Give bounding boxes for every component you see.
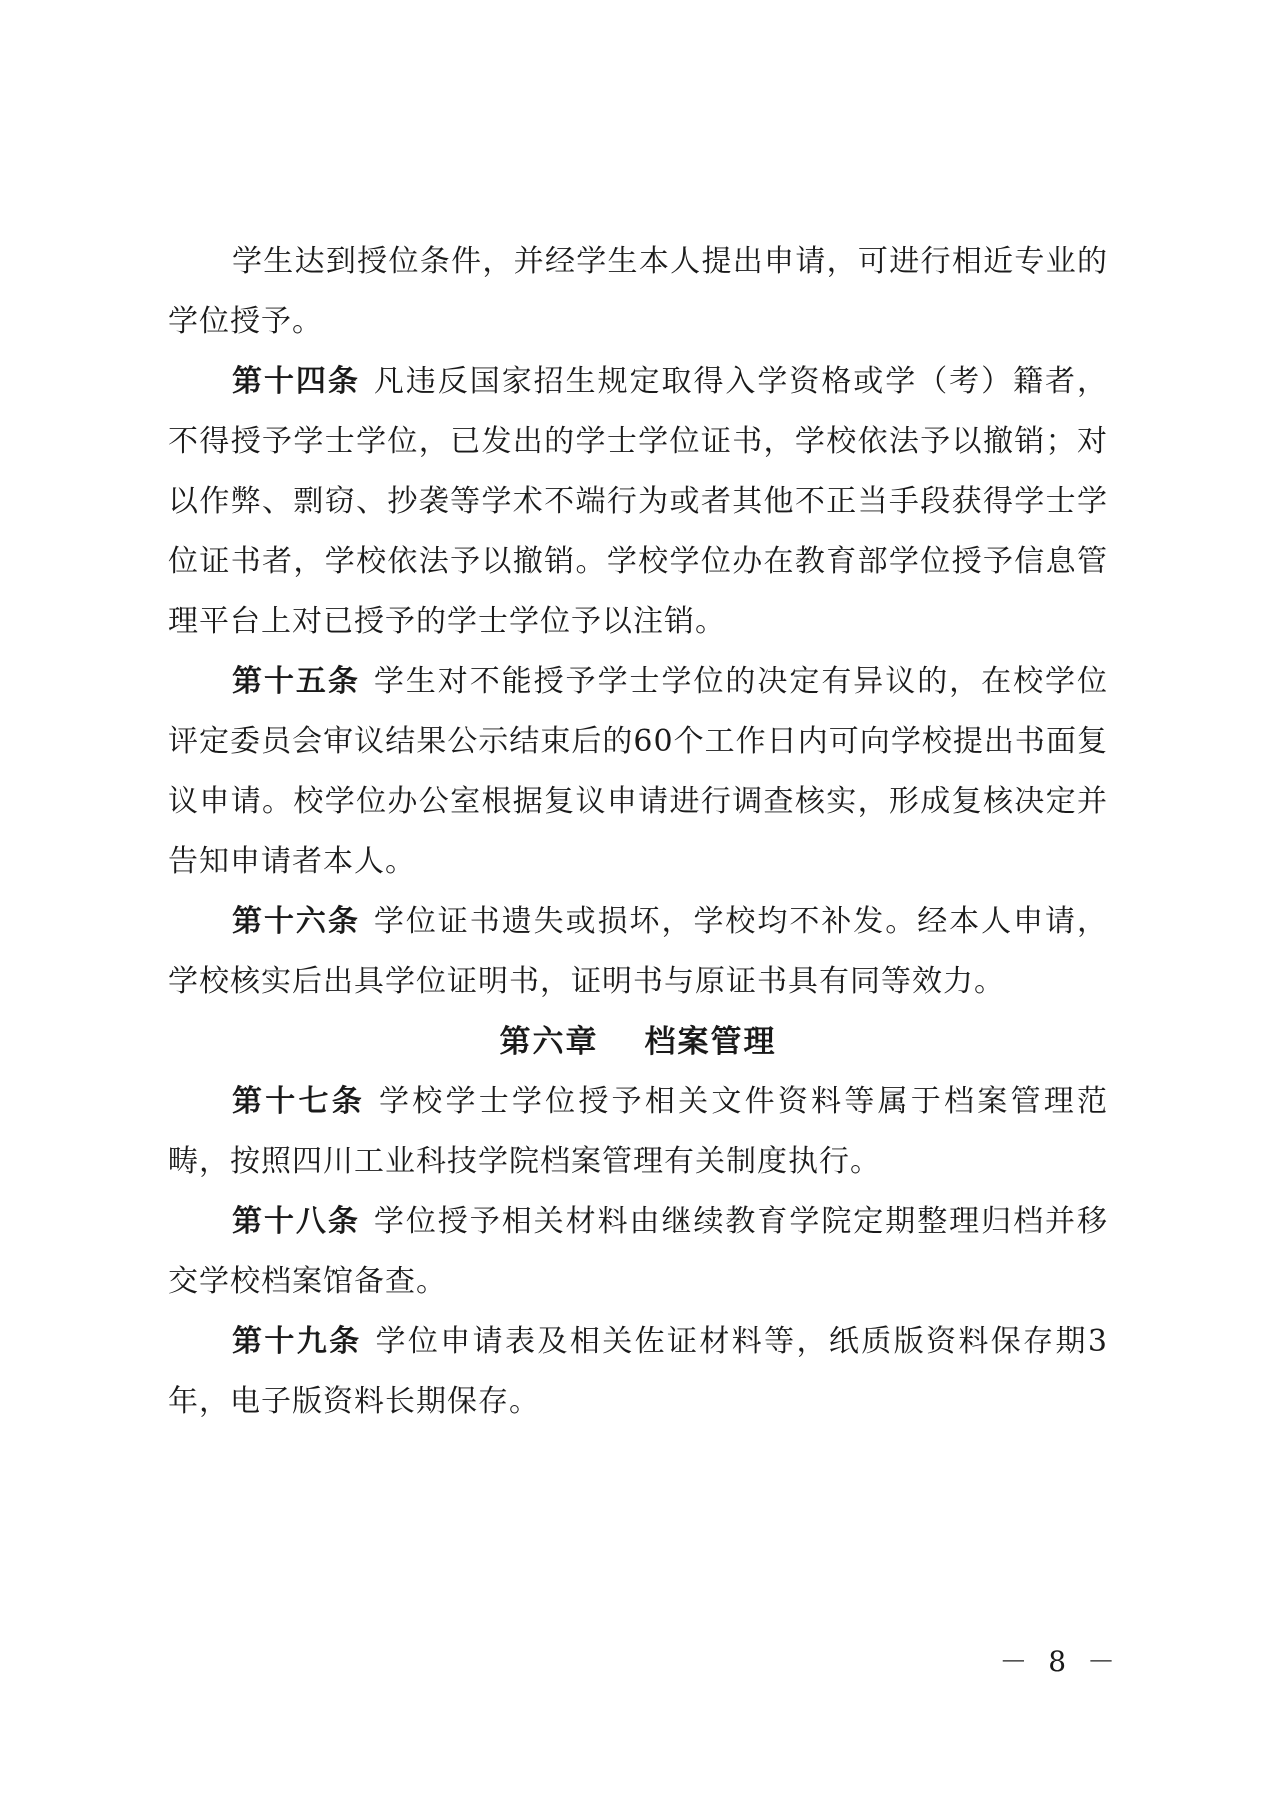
article-16 (168, 892, 1108, 1012)
article-19 (168, 1312, 1108, 1432)
paragraph-degree-conditions (168, 232, 1108, 352)
article-label: 第十五条 (232, 664, 360, 699)
page-number: － 8 － (999, 1645, 1121, 1678)
article-text: 凡违反国家招生规定取得入学资格或学（考）籍者，不得授予学士学位，已发出的学士学位证书，学校依法予以撤销；对以作弊、剽窃、抄袭等学术不端行为或者其他不正当手段获得学士学位证书者，学校依法予以撤销。学校学位办在教育部学位授予信息管理平台上对已授予的学士学位予以注销。 (168, 364, 1109, 639)
article-18 (168, 1192, 1108, 1312)
article-17 (168, 1072, 1108, 1192)
paragraph-text: 学生达到授位条件，并经学生本人提出申请，可进行相近专业的学位授予。 (168, 244, 1108, 339)
article-15 (168, 652, 1108, 892)
article-label: 第十六条 (232, 904, 360, 939)
article-label: 第十四条 (232, 364, 360, 399)
article-text: 学位授予相关材料由继续教育学院定期整理归档并移交学校档案馆备查。 (168, 1204, 1109, 1299)
chapter-number: 第六章 (499, 1024, 599, 1060)
article-text: 学位证书遗失或损坏，学校均不补发。经本人申请，学校核实后出具学位证明书，证明书与原证书具有同等效力。 (168, 904, 1109, 999)
chapter-heading (168, 1012, 1108, 1072)
article-text: 学校学士学位授予相关文件资料等属于档案管理范畴，按照四川工业科技学院档案管理有关制度执行。 (168, 1084, 1109, 1179)
article-label: 第十七条 (232, 1084, 365, 1119)
article-14 (168, 352, 1108, 652)
document-body (168, 232, 1108, 1432)
article-label: 第十八条 (232, 1204, 360, 1239)
article-text: 学位申请表及相关佐证材料等，纸质版资料保存期3年，电子版资料长期保存。 (168, 1324, 1108, 1419)
article-label: 第十九条 (232, 1324, 362, 1359)
chapter-title: 档案管理 (644, 1024, 777, 1060)
article-text: 学生对不能授予学士学位的决定有异议的，在校学位评定委员会审议结果公示结束后的60个工作日内可向学校提出书面复议申请。校学位办公室根据复议申请进行调查核实，形成复核决定并告知申请者本人。 (168, 664, 1109, 879)
